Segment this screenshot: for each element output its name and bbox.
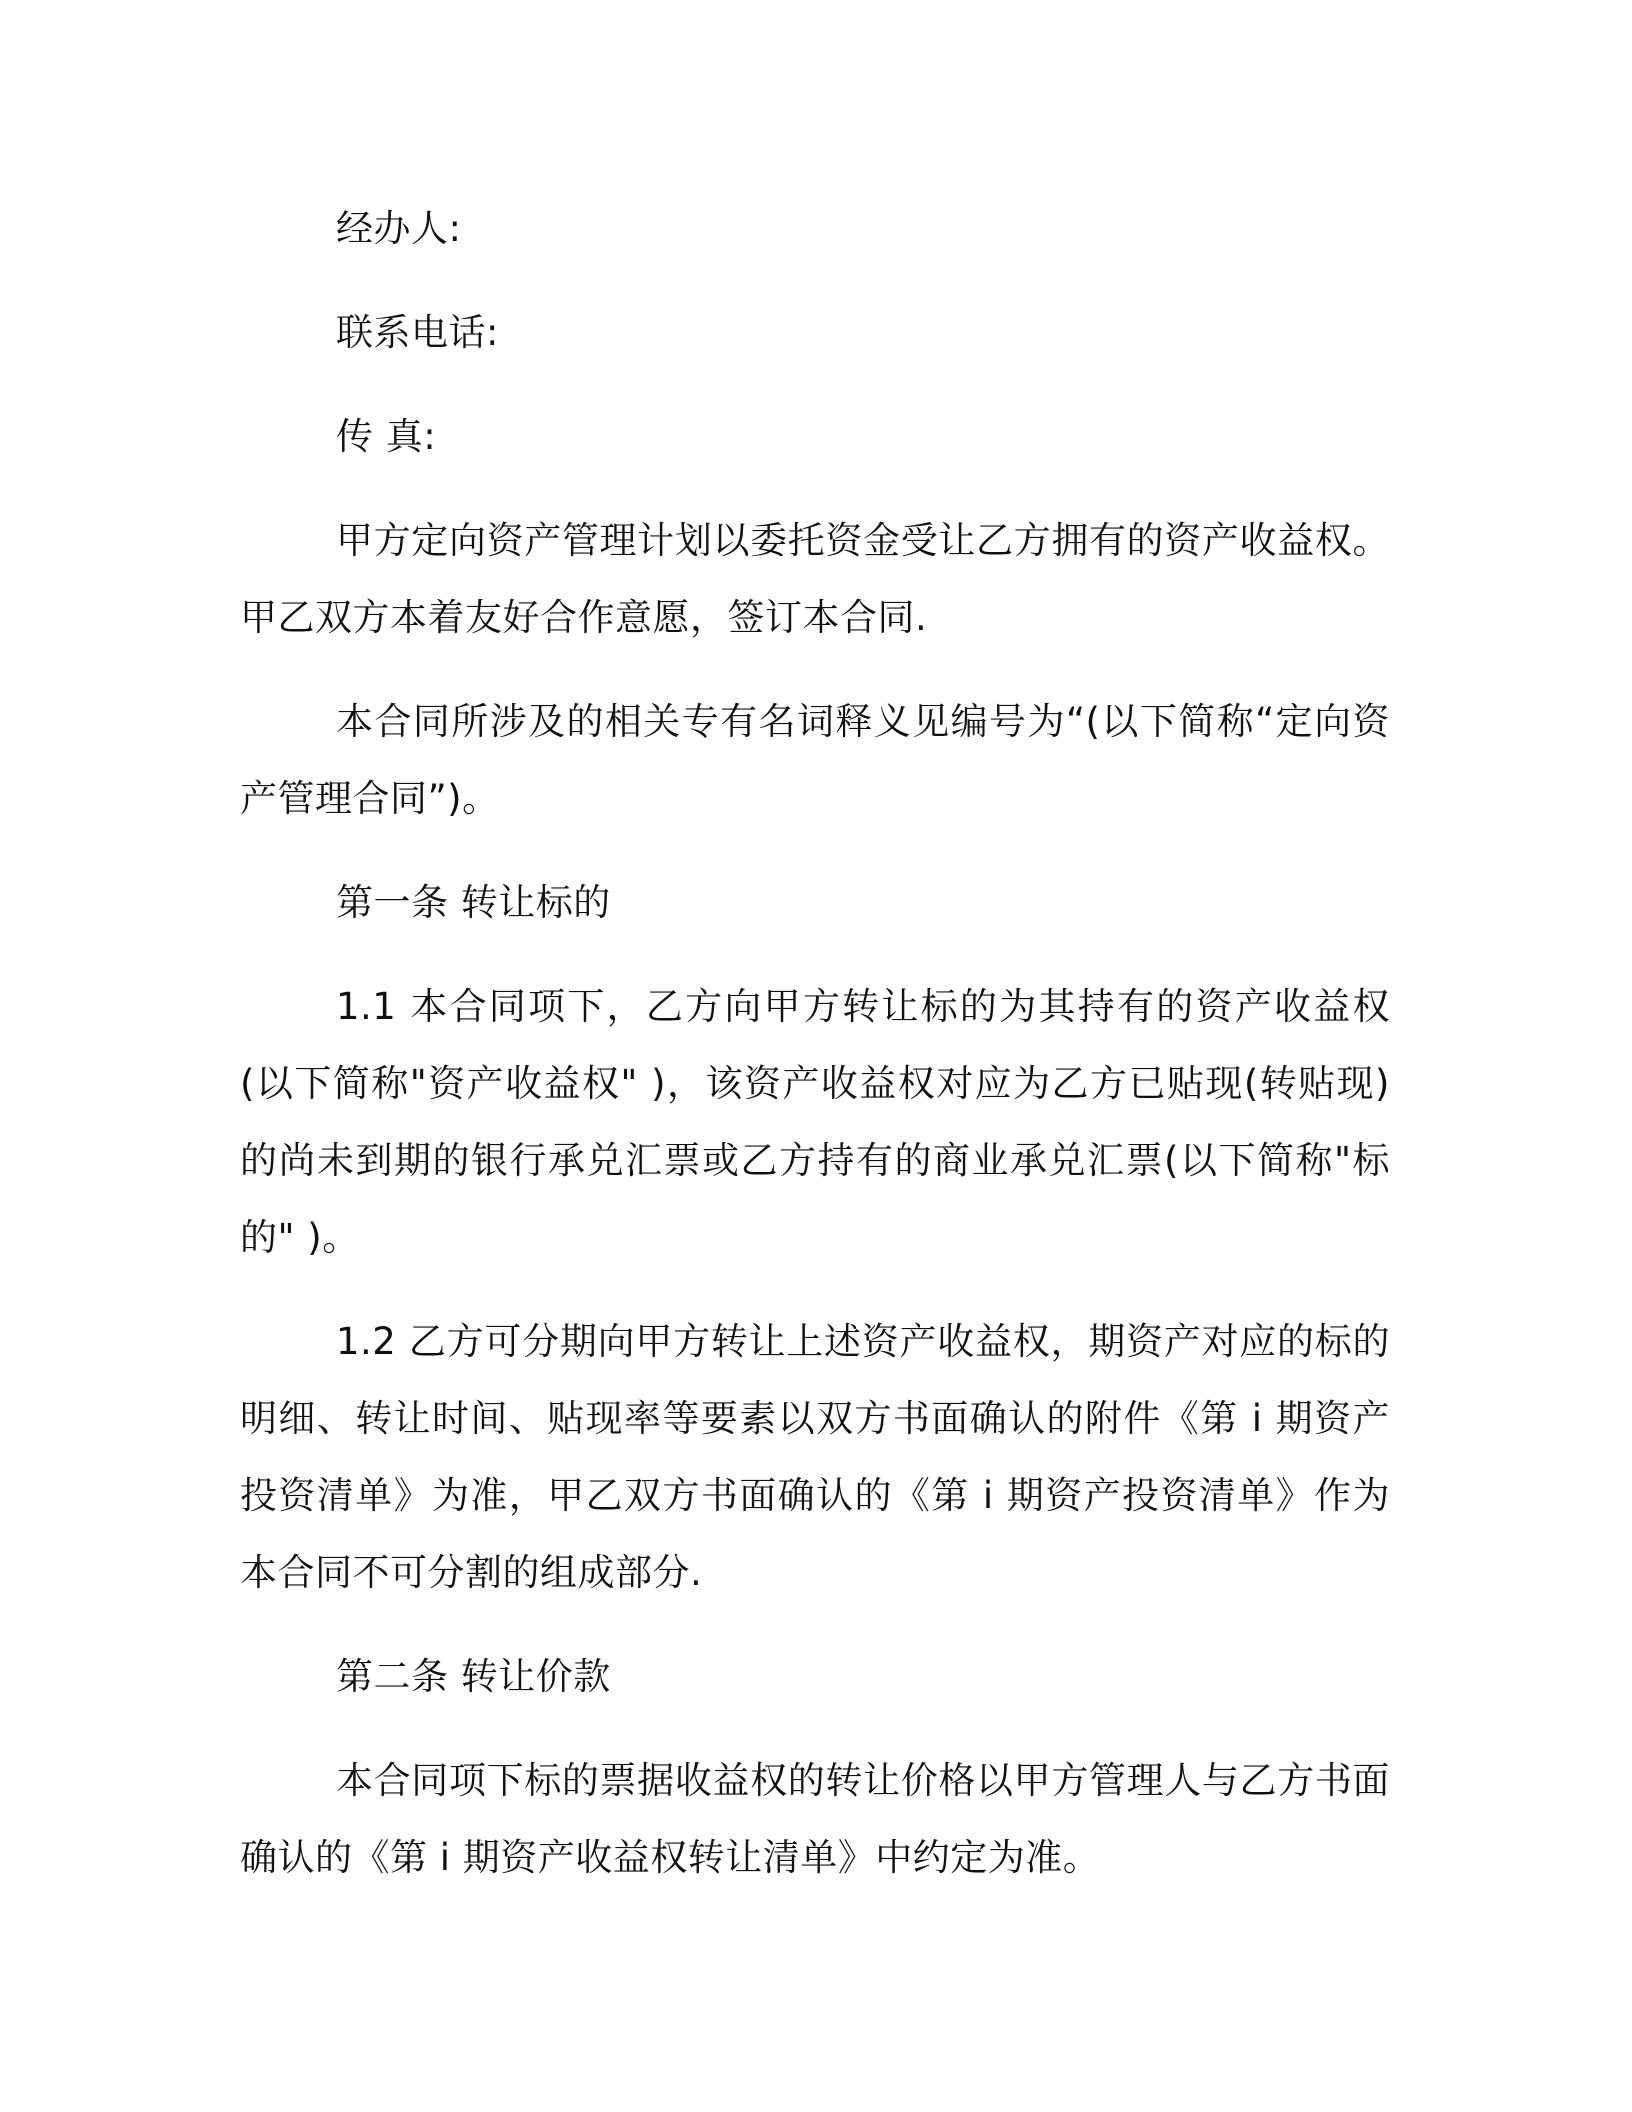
article-2-clause: 本合同项下标的票据收益权的转让价格以甲方管理人与乙方书面确认的《第 i 期资产收益权转让清单》中约定为准。 bbox=[240, 1759, 1390, 1879]
fax-field: 传 真: bbox=[336, 415, 437, 458]
intro-paragraph-2: 本合同所涉及的相关专有名词释义见编号为“(以下简称“定向资产管理合同”)。 bbox=[240, 700, 1390, 820]
clause-1-2: 1.2 乙方可分期向甲方转让上述资产收益权，期资产对应的标的明细、转让时间、贴现率等要素以双方书面确认的附件《第 i 期资产投资清单》为准，甲乙双方书面确认的《第 i 期资产投资清单》作为本合同不可分割的组成部分. bbox=[240, 1320, 1390, 1594]
clause-1-1: 1.1 本合同项下，乙方向甲方转让标的为其持有的资产收益权(以下简称"资产收益权" )，该资产收益权对应为乙方已贴现(转贴现)的尚未到期的银行承兑汇票或乙方持有的商业承兑汇票(以下简称"标的" )。 bbox=[240, 985, 1390, 1259]
phone-field: 联系电话: bbox=[336, 311, 499, 354]
article-2-title: 第二条 转让价款 bbox=[336, 1655, 611, 1698]
handler-field: 经办人: bbox=[336, 207, 462, 250]
intro-paragraph-1: 甲方定向资产管理计划以委托资金受让乙方拥有的资产收益权。甲乙双方本着友好合作意愿，签订本合同. bbox=[240, 519, 1390, 639]
article-1-title: 第一条 转让标的 bbox=[336, 881, 611, 924]
document-body bbox=[240, 190, 1390, 1923]
